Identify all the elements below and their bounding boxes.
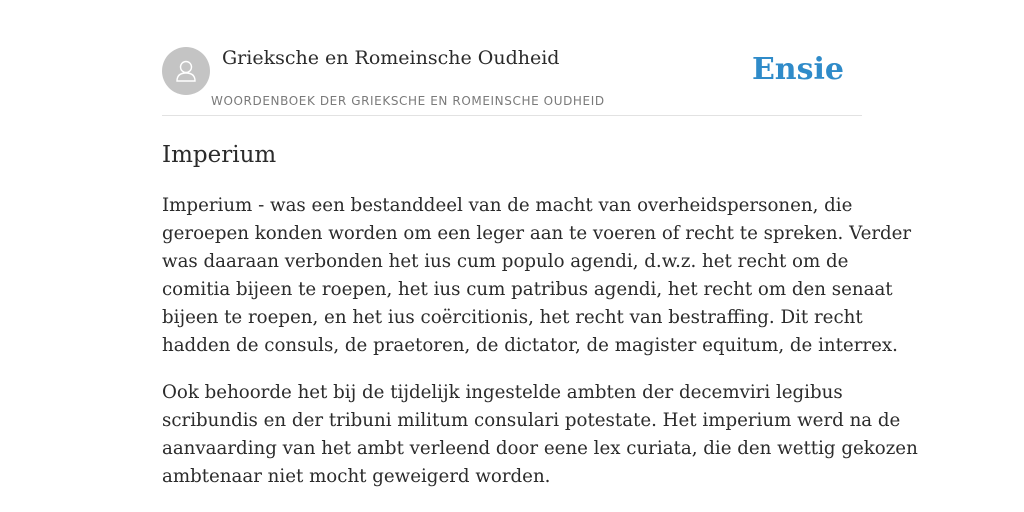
header [162, 0, 862, 116]
source-title[interactable]: Grieksche en Romeinsche Oudheid [222, 47, 560, 69]
text-line: geroepen konden worden om een leger aan te voeren of recht te spreken. Verder [162, 223, 912, 244]
content-container [162, 0, 918, 487]
entry-body [162, 192, 918, 510]
ensie-logo[interactable]: Ensie [751, 52, 844, 87]
text-line: Ook behoorde het bij de tijdelijk ingestelde ambten der decemviri legibus [162, 382, 843, 403]
text-line: hadden de consuls, de praetoren, de dictator, de magister equitum, de interrex. [162, 335, 898, 356]
user-icon [172, 57, 200, 85]
text-line: scribundis en der tribuni militum consulari potestate. Het imperium werd na de [162, 410, 901, 431]
page-title: Imperium [162, 142, 277, 168]
avatar[interactable] [162, 47, 210, 95]
paragraph [162, 192, 912, 360]
text-line: Imperium - was een bestanddeel van de macht van overheidspersonen, die [162, 195, 853, 216]
paragraph [162, 379, 918, 491]
text-line: comitia bijeen te roepen, het ius cum patribus agendi, het recht om den senaat [162, 279, 893, 300]
text-line: was daaraan verbonden het ius cum populo agendi, d.w.z. het recht om de [162, 251, 849, 272]
source-subtitle[interactable]: WOORDENBOEK DER GRIEKSCHE EN ROMEINSCHE OUDHEID [211, 94, 605, 108]
text-line: aanvaarding van het ambt verleend door eene lex curiata, die den wettig gekozen [162, 438, 918, 459]
text-line: bijeen te roepen, en het ius coërcitionis, het recht van bestraffing. Dit recht [162, 307, 863, 328]
text-line: ambtenaar niet mocht geweigerd worden. [162, 466, 551, 487]
